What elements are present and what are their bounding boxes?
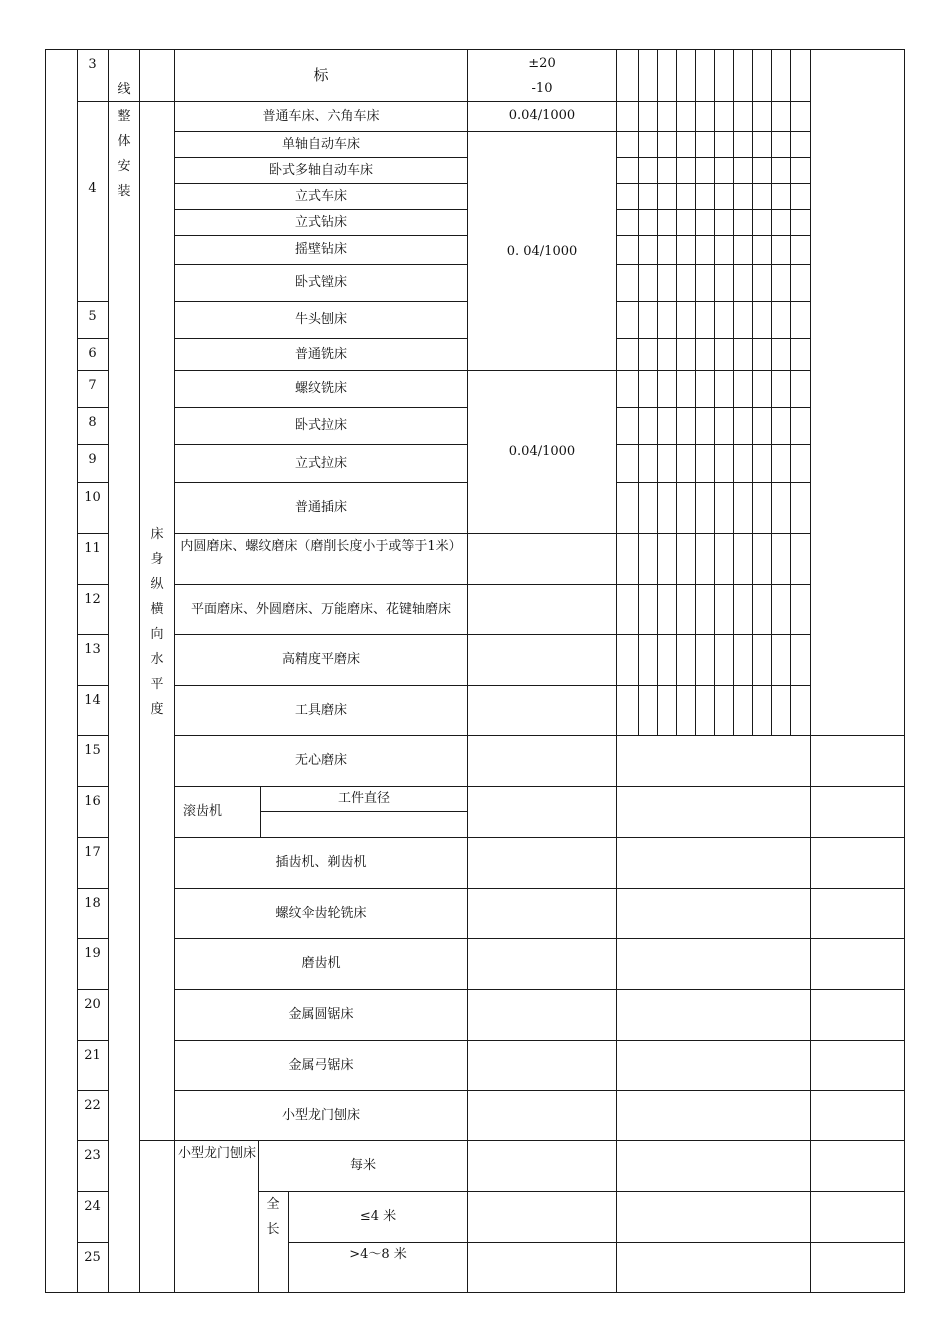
grid-col xyxy=(714,49,715,735)
row-line xyxy=(467,685,616,686)
standard-merged: 0. 04/1000 xyxy=(506,244,578,259)
row-line xyxy=(616,1191,905,1192)
row-number: 22 xyxy=(84,1098,101,1113)
row-line xyxy=(467,786,616,787)
row-number: 5 xyxy=(88,309,97,324)
row-number: 11 xyxy=(84,541,101,556)
row-line xyxy=(467,1140,616,1141)
row-line xyxy=(77,101,108,102)
col-line xyxy=(139,49,140,1293)
row-line xyxy=(174,444,467,445)
row-line xyxy=(467,131,616,132)
row-line xyxy=(77,482,108,483)
row-line xyxy=(616,264,810,265)
row-line xyxy=(174,888,467,889)
grid-col xyxy=(752,49,753,735)
row-line xyxy=(174,938,467,939)
row-item: 立式车床 xyxy=(294,189,347,204)
row-line xyxy=(467,1090,616,1091)
row-line xyxy=(174,407,467,408)
row-line xyxy=(174,735,467,736)
row-line xyxy=(174,989,467,990)
row-item: 立式拉床 xyxy=(294,456,347,471)
border-left xyxy=(45,49,46,1293)
row-line xyxy=(467,1242,616,1243)
row-number: 14 xyxy=(84,693,101,708)
row-number: 17 xyxy=(84,845,101,860)
row-line xyxy=(174,685,467,686)
row-line xyxy=(77,301,108,302)
grid-col xyxy=(790,49,791,735)
row-number: 13 xyxy=(84,642,101,657)
grid-col xyxy=(676,49,677,735)
row-line xyxy=(616,131,810,132)
row-line xyxy=(616,101,810,102)
row-line xyxy=(467,634,616,635)
row-line xyxy=(77,837,108,838)
row-line xyxy=(77,338,108,339)
group-label-install: 整体安装 xyxy=(117,109,131,199)
row-line xyxy=(616,938,905,939)
row-line xyxy=(77,735,108,736)
row-item: 螺纹铣床 xyxy=(294,381,347,396)
grid-col xyxy=(695,49,696,735)
row-line xyxy=(174,634,467,635)
row-line xyxy=(616,1242,905,1243)
row-item: 金属弓锯床 xyxy=(288,1058,354,1073)
row-line xyxy=(77,1140,108,1141)
row-number: 23 xyxy=(84,1148,101,1163)
row-line xyxy=(77,1040,108,1041)
row-line xyxy=(139,101,174,102)
grid-col xyxy=(638,49,639,735)
row-number: 24 xyxy=(84,1199,101,1214)
row-sub: 每米 xyxy=(349,1158,376,1173)
row-line xyxy=(174,1090,467,1091)
row-line xyxy=(616,183,810,184)
row-line xyxy=(77,685,108,686)
row-item: 牛头刨床 xyxy=(294,312,347,327)
row-item: 摇壁钻床 xyxy=(294,242,347,257)
standard-merged: 0.04/1000 xyxy=(508,444,576,459)
row-line xyxy=(616,584,810,585)
row-number: 9 xyxy=(88,452,97,467)
row-number: 10 xyxy=(84,490,101,505)
row-number: 8 xyxy=(88,415,97,430)
row-line xyxy=(616,482,810,483)
row-item: 卧式镗床 xyxy=(294,275,347,290)
row-item: 小型龙门刨床 xyxy=(178,1146,257,1161)
standard-minus: -10 xyxy=(531,81,553,96)
row-line xyxy=(467,837,616,838)
row-line xyxy=(174,301,467,302)
row-line xyxy=(77,444,108,445)
row-line xyxy=(77,1090,108,1091)
row-item: 普通插床 xyxy=(294,500,347,515)
row-number: 3 xyxy=(88,57,97,72)
row-line xyxy=(77,533,108,534)
group-label-line: 线 xyxy=(117,82,131,97)
row-line xyxy=(77,786,108,787)
row-subgroup: 全长 xyxy=(266,1197,280,1237)
row-item: 高精度平磨床 xyxy=(281,652,360,667)
row-line xyxy=(174,370,467,371)
row-item: 螺纹伞齿轮铣床 xyxy=(275,906,367,921)
row-line xyxy=(174,482,467,483)
row-line xyxy=(810,735,905,736)
row-line xyxy=(139,1140,174,1141)
row-line xyxy=(174,1040,467,1041)
row-line xyxy=(616,888,905,889)
row-line xyxy=(77,1191,108,1192)
row-line xyxy=(616,209,810,210)
row-line xyxy=(467,938,616,939)
row-number: 4 xyxy=(88,181,97,196)
row-line xyxy=(616,989,905,990)
row-number: 15 xyxy=(84,743,101,758)
row-item: 卧式拉床 xyxy=(294,418,347,433)
row-item: 插齿机、剃齿机 xyxy=(275,855,367,870)
row-item: 金属圆锯床 xyxy=(288,1007,354,1022)
row-item: 无心磨床 xyxy=(294,753,347,768)
row-line xyxy=(260,811,467,812)
border-right xyxy=(904,49,905,1293)
row-line xyxy=(467,989,616,990)
row-item: 小型龙门刨床 xyxy=(281,1108,360,1123)
row-line xyxy=(616,157,810,158)
row-line xyxy=(467,1191,616,1192)
row-number: 7 xyxy=(88,378,97,393)
col-line xyxy=(810,49,811,1293)
row-line xyxy=(616,1140,905,1141)
row-item: 内圆磨床、螺纹磨床（磨削长度小于或等于1米） xyxy=(180,539,462,554)
row-line xyxy=(467,533,616,534)
grid-col xyxy=(657,49,658,735)
row-line xyxy=(77,1242,108,1243)
row-line xyxy=(616,786,905,787)
row-number: 25 xyxy=(84,1250,101,1265)
row-item: 单轴自动车床 xyxy=(281,137,360,152)
row-item: 标 xyxy=(313,66,329,84)
row-item: 工具磨床 xyxy=(294,703,347,718)
row-sub: >4～8 米 xyxy=(349,1247,407,1262)
row-item: 立式钻床 xyxy=(294,215,347,230)
row-line xyxy=(77,370,108,371)
row-line xyxy=(616,235,810,236)
row-line xyxy=(174,101,467,102)
row-line xyxy=(467,584,616,585)
row-line xyxy=(616,338,810,339)
row-line xyxy=(616,370,810,371)
col-line xyxy=(467,49,468,1293)
row-number: 12 xyxy=(84,592,101,607)
col-line xyxy=(108,49,109,1293)
row-line xyxy=(258,1191,467,1192)
row-line xyxy=(616,407,810,408)
row-line xyxy=(467,1040,616,1041)
row-line xyxy=(616,444,810,445)
row-sub: ≤4 米 xyxy=(359,1209,397,1224)
col-line xyxy=(616,49,617,1293)
row-number: 6 xyxy=(88,346,97,361)
row-line xyxy=(616,1040,905,1041)
row-number: 18 xyxy=(84,896,101,911)
row-line xyxy=(616,634,810,635)
row-number: 19 xyxy=(84,946,101,961)
row-item: 滚齿机 xyxy=(183,804,223,819)
row-line xyxy=(467,370,616,371)
row-line xyxy=(77,938,108,939)
grid-col xyxy=(771,49,772,735)
row-line xyxy=(77,407,108,408)
row-line xyxy=(616,735,810,736)
row-line xyxy=(467,101,616,102)
row-line xyxy=(77,989,108,990)
row-line xyxy=(174,338,467,339)
row-line xyxy=(616,685,810,686)
row-number: 16 xyxy=(84,794,101,809)
row-item: 普通车床、六角车床 xyxy=(262,109,380,124)
row-line xyxy=(616,1090,905,1091)
row-item: 平面磨床、外圆磨床、万能磨床、花键轴磨床 xyxy=(190,602,451,617)
grid-col xyxy=(733,49,734,735)
row-line xyxy=(174,235,467,236)
row-line xyxy=(616,301,810,302)
row-line xyxy=(467,888,616,889)
row-number: 20 xyxy=(84,997,101,1012)
row-number: 21 xyxy=(84,1048,101,1063)
row-line xyxy=(616,533,810,534)
standard-value: 0.04/1000 xyxy=(508,108,576,123)
row-line xyxy=(77,584,108,585)
row-line xyxy=(174,837,467,838)
row-line xyxy=(77,634,108,635)
row-item: 普通铣床 xyxy=(294,347,347,362)
row-line xyxy=(174,264,467,265)
row-sub: 工件直径 xyxy=(337,791,390,806)
group-label-level: 床身纵横向水平度 xyxy=(150,527,164,717)
row-line xyxy=(174,584,467,585)
row-line xyxy=(77,888,108,889)
row-line xyxy=(616,837,905,838)
row-item: 卧式多轴自动车床 xyxy=(268,163,373,178)
row-item: 磨齿机 xyxy=(301,956,341,971)
row-line xyxy=(467,735,616,736)
standard-plus: ±20 xyxy=(528,56,556,71)
